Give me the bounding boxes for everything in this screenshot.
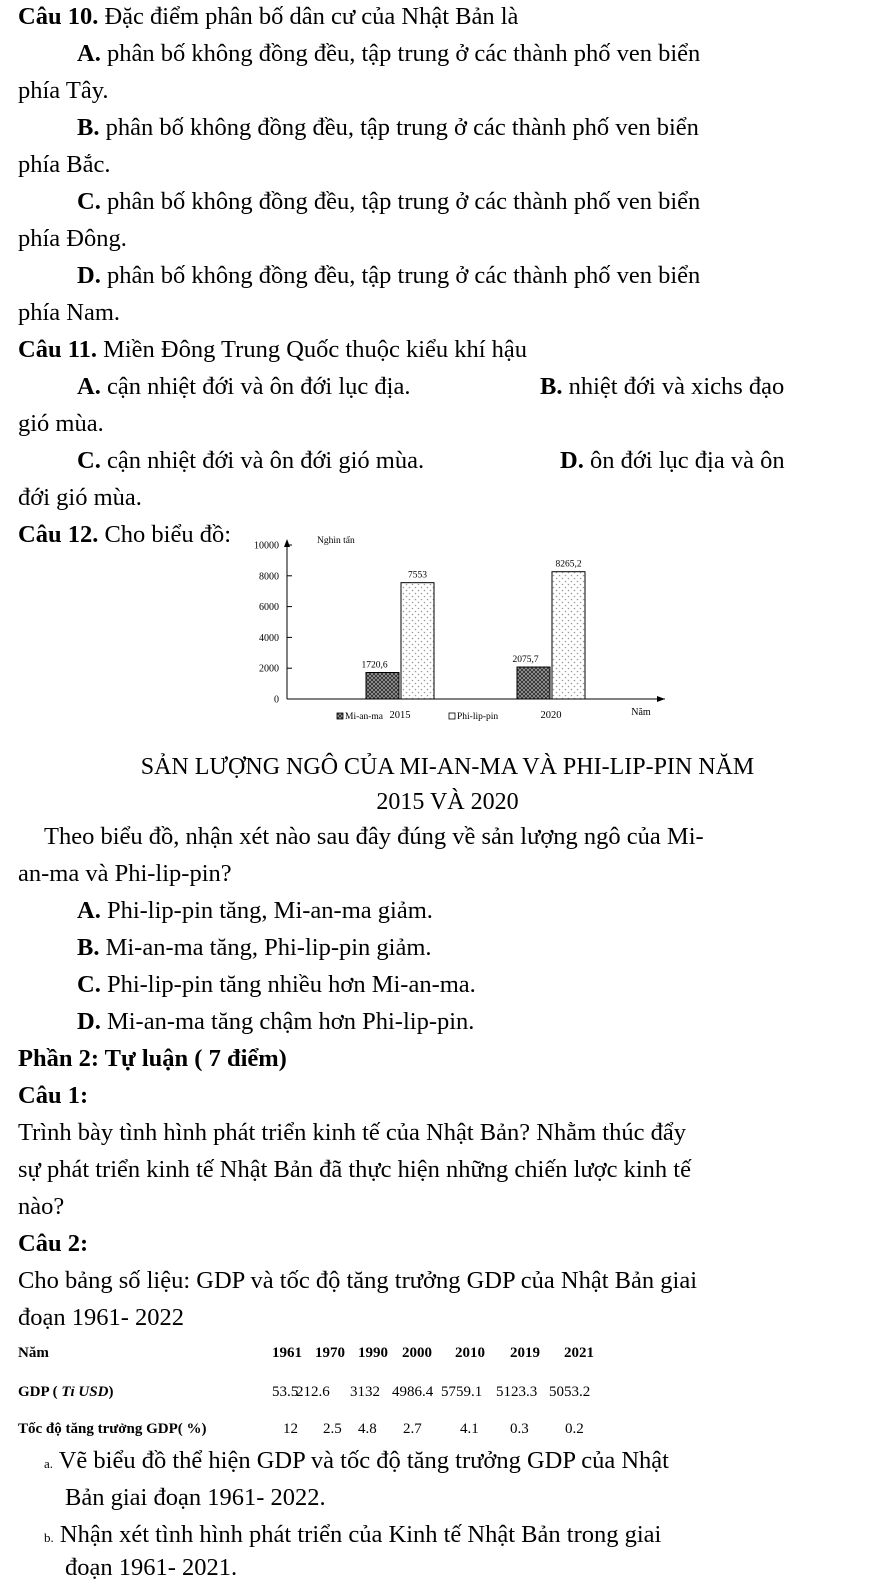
- bar-mi-an-ma: [366, 673, 399, 699]
- part2-q2-line-1: Cho bảng số liệu: GDP và tốc độ tăng trưởng GDP của Nhật Bản giai: [18, 1267, 698, 1294]
- x-axis-title: Năm: [631, 707, 651, 718]
- table-gdp-cell: 3132: [350, 1384, 380, 1400]
- q11-option-c[interactable]: C. cận nhiệt đới và ôn đới gió mùa.: [77, 447, 425, 474]
- q11-option-a[interactable]: A. cận nhiệt đới và ôn đới lục địa.: [77, 373, 411, 400]
- q12-stem: Câu 12. Cho biểu đồ:: [18, 521, 232, 548]
- x-tick-label: 2020: [540, 710, 562, 721]
- table-growth-cell: 0.3: [510, 1421, 529, 1437]
- part2-heading: Phần 2: Tự luận ( 7 điểm): [18, 1045, 287, 1072]
- part2-task-b-cont: đoạn 1961- 2021.: [65, 1554, 238, 1581]
- q10-option-a[interactable]: A. phân bố không đồng đều, tập trung ở các thành phố ven biển: [77, 40, 701, 67]
- q10-option-a-cont: phía Tây.: [18, 77, 109, 104]
- y-axis-title: Nghìn tấn: [317, 536, 355, 546]
- table-year-cell: 1990: [358, 1345, 388, 1361]
- y-tick-label: 8000: [259, 571, 279, 583]
- chart-title-line-1: SẢN LƯỢNG NGÔ CỦA MI-AN-MA VÀ PHI-LIP-PIN NĂM: [140, 754, 755, 780]
- table-gdp-label: GDP ( Tỉ USD): [18, 1384, 114, 1400]
- q12-option-c[interactable]: C. Phi-lip-pin tăng nhiều hơn Mi-an-ma.: [77, 971, 476, 998]
- table-growth-cell: 12: [283, 1421, 298, 1437]
- q11-option-b-cont: gió mùa.: [18, 410, 104, 437]
- q10-option-d-cont: phía Nam.: [18, 299, 121, 326]
- part2-task-a-cont: Bản giai đoạn 1961- 2022.: [65, 1484, 326, 1511]
- table-gdp-cell: 212.6: [296, 1384, 330, 1400]
- part2-q2-label: Câu 2:: [18, 1230, 89, 1257]
- table-growth-cell: 0.2: [565, 1421, 584, 1437]
- y-tick-label: 4000: [259, 632, 279, 644]
- table-year-cell: 2019: [510, 1345, 540, 1361]
- y-tick-label: 10000: [254, 540, 279, 552]
- q11-option-d-cont: đới gió mùa.: [18, 484, 142, 511]
- q11-option-d[interactable]: D. ôn đới lục địa và ôn: [560, 447, 785, 474]
- y-tick-label: 6000: [259, 602, 279, 614]
- legend-swatch-mi-an-ma: [337, 713, 343, 719]
- table-gdp-cell: 5053.2: [549, 1384, 591, 1400]
- chart-title-line-2: 2015 VÀ 2020: [376, 789, 519, 815]
- legend-label-mi-an-ma: Mi-an-ma: [345, 712, 383, 722]
- q10-option-b[interactable]: B. phân bố không đồng đều, tập trung ở các thành phố ven biển: [77, 114, 699, 141]
- table-growth-cell: 2.7: [403, 1421, 422, 1437]
- q11-option-b[interactable]: B. nhiệt đới và xichs đạo: [540, 373, 785, 400]
- data-label: 8265,2: [555, 559, 582, 570]
- part2-q1-label: Câu 1:: [18, 1082, 89, 1109]
- q10-stem: Câu 10. Đặc điểm phân bố dân cư của Nhật Bản là: [18, 3, 519, 30]
- table-header-year: Năm: [18, 1345, 49, 1361]
- bar-mi-an-ma: [517, 667, 550, 699]
- bar-phi-lip-pin: [401, 583, 434, 699]
- legend-label-phi-lip-pin: Phi-lip-pin: [457, 712, 499, 722]
- table-gdp-cell: 5123.3: [496, 1384, 538, 1400]
- part2-q1-line-3: nào?: [18, 1193, 65, 1220]
- y-tick-label: 2000: [259, 663, 279, 675]
- data-label: 1720,6: [361, 660, 388, 671]
- y-tick-label: 0: [274, 694, 279, 706]
- x-axis-arrow: [657, 696, 665, 702]
- q12-question-line-1: Theo biểu đồ, nhận xét nào sau đây đúng về sản lượng ngô của Mi-: [44, 823, 704, 850]
- q12-option-b[interactable]: B. Mi-an-ma tăng, Phi-lip-pin giảm.: [77, 934, 432, 961]
- data-label: 7553: [408, 570, 427, 581]
- table-year-cell: 2000: [402, 1345, 432, 1361]
- table-growth-cell: 2.5: [323, 1421, 342, 1437]
- q12-question-line-2: an-ma và Phi-lip-pin?: [18, 860, 232, 887]
- part2-q2-line-2: đoạn 1961- 2022: [18, 1304, 185, 1331]
- part2-task-b: b. Nhận xét tình hình phát triển của Kinh tế Nhật Bản trong giai: [44, 1521, 662, 1548]
- table-year-cell: 2021: [564, 1345, 594, 1361]
- table-year-cell: 2010: [455, 1345, 485, 1361]
- table-year-cell: 1970: [315, 1345, 345, 1361]
- q10-option-b-cont: phía Bắc.: [18, 151, 111, 178]
- table-gdp-cell: 53.5: [272, 1384, 299, 1400]
- q12-option-a[interactable]: A. Phi-lip-pin tăng, Mi-an-ma giảm.: [77, 897, 433, 924]
- q10-option-c[interactable]: C. phân bố không đồng đều, tập trung ở các thành phố ven biển: [77, 188, 701, 215]
- part2-q1-line-2: sự phát triển kinh tế Nhật Bản đã thực hiện những chiến lược kinh tế: [18, 1156, 691, 1183]
- q11-stem: Câu 11. Miền Đông Trung Quốc thuộc kiểu khí hậu: [18, 336, 528, 363]
- bar-phi-lip-pin: [552, 572, 585, 699]
- table-year-cell: 1961: [272, 1345, 302, 1361]
- table-gdp-cell: 4986.4: [392, 1384, 434, 1400]
- table-growth-cell: 4.1: [460, 1421, 479, 1437]
- bar-chart: [225, 535, 705, 745]
- part2-task-a: a. Vẽ biểu đồ thể hiện GDP và tốc độ tăng trưởng GDP của Nhật: [44, 1447, 669, 1474]
- x-tick-label: 2015: [389, 710, 411, 721]
- q10-option-c-cont: phía Đông.: [18, 225, 127, 252]
- part2-q1-line-1: Trình bày tình hình phát triển kinh tế của Nhật Bản? Nhằm thúc đẩy: [18, 1119, 686, 1146]
- q10-option-d[interactable]: D. phân bố không đồng đều, tập trung ở các thành phố ven biển: [77, 262, 701, 289]
- y-axis-arrow: [284, 539, 290, 547]
- q12-option-d[interactable]: D. Mi-an-ma tăng chậm hơn Phi-lip-pin.: [77, 1008, 475, 1035]
- data-label: 2075,7: [512, 655, 539, 666]
- table-growth-cell: 4.8: [358, 1421, 377, 1437]
- chart-marks: [254, 535, 665, 722]
- legend-swatch-phi-lip-pin: [449, 713, 455, 719]
- table-gdp-cell: 5759.1: [441, 1384, 483, 1400]
- table-growth-label: Tốc độ tăng trưởng GDP( %): [18, 1421, 207, 1437]
